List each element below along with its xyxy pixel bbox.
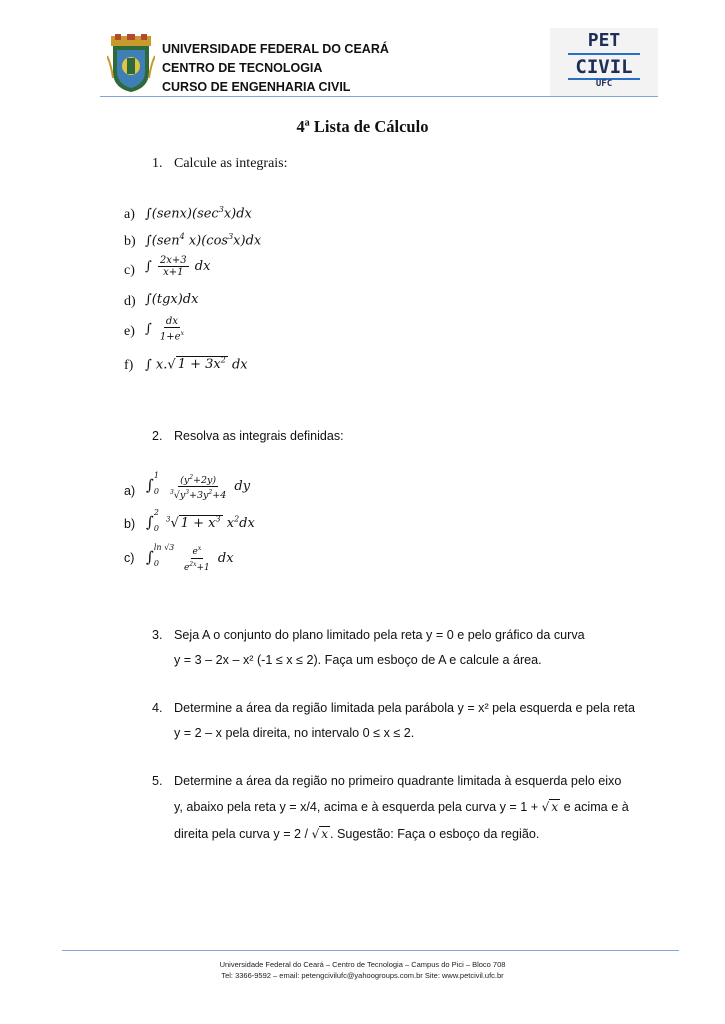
q2-label-c: c) (124, 551, 135, 565)
q3-line1: Seja A o conjunto do plano limitado pela reta y = 0 e pelo gráfico da curva (174, 628, 585, 642)
q1-label-f: f) (124, 358, 134, 373)
q1-text: Calcule as integrais: (174, 156, 288, 171)
header-divider (100, 96, 658, 97)
q1-label-e: e) (124, 324, 135, 339)
q5-number: 5. (152, 774, 163, 788)
q2-label-b: b) (124, 517, 136, 531)
q2-integral-c: ∫ ln √3 0 $\frac{e^x}{e^{2x}+1}$ dx (146, 542, 234, 573)
q3-line2: y = 3 – 2x – x² (-1 ≤ x ≤ 2). Faça um esboço de A e calcule a área. (174, 653, 542, 667)
q1-label-c: c) (124, 263, 135, 278)
q5-line2 (174, 800, 629, 814)
q5-line3-a: direita pela curva y = 2 / (174, 827, 309, 841)
header-center: CENTRO DE TECNOLOGIA (162, 61, 323, 75)
q5-line2-b: e acima e à (563, 800, 629, 814)
footer-contact: Tel: 3366-9592 – email: petengcivilufc@yahoogroups.com.br Site: www.petcivil.ufc.br (221, 971, 504, 980)
q2-label-a: a) (124, 484, 136, 498)
q1-integral-d: ∫(tgx)dx (145, 292, 199, 307)
q1-integral-f: ∫ x.√ $1 + 3x^2$ dx (145, 356, 248, 373)
q4-line2: y = 2 – x pela direita, no intervalo 0 ≤ x ≤ 2. (174, 726, 415, 740)
sqrt-x-1: √ x (541, 800, 559, 814)
q5-line2-a: y, abaixo pela reta y = x/4, acima e à esquerda pela curva y = 1 + (174, 800, 539, 814)
ufc-logo-text: UFC (595, 79, 613, 89)
q1-label-d: d) (124, 294, 136, 309)
q5-line3-b: . Sugestão: Faça o esboço da região. (330, 827, 540, 841)
q3-number: 3. (152, 628, 163, 642)
q4-number: 4. (152, 701, 163, 715)
q1-integral-c: ∫ $\frac{2x+3}{x+1}$ dx (145, 255, 211, 278)
header-course: CURSO DE ENGENHARIA CIVIL (162, 80, 351, 94)
pet-civil-logo (550, 28, 658, 96)
sqrt-x-2: √ x (311, 827, 328, 841)
q4-line1: Determine a área da região limitada pela parábola y = x² pela esquerda e pela reta (174, 701, 636, 715)
page-title: 4ª Lista de Cálculo (296, 117, 429, 136)
q1-label-b: b) (124, 234, 136, 249)
q1-number: 1. (152, 156, 163, 171)
civil-logo-text: CIVIL (575, 56, 633, 78)
q2-integral-b: ∫ 2 0 $^3$√ $1 + x^3$ $x^2dx$ (146, 507, 255, 533)
footer-divider (62, 950, 679, 951)
pet-logo-text: PET (587, 30, 621, 51)
q2-integral-a: ∫ 1 0 $\frac{(y^2+2y)}{^3√y^3+3y^2+4}$ dy (146, 470, 251, 502)
header-university: UNIVERSIDADE FEDERAL DO CEARÁ (162, 42, 389, 56)
q2-number: 2. (152, 429, 163, 443)
q1-integral-a: $\int(senx)(\sec^3x)dx$ (145, 205, 252, 222)
q1-label-a: a) (124, 207, 135, 222)
q1-integral-e: ∫ $\frac{dx}{1+e^x}$ (145, 316, 184, 343)
q5-line1: Determine a área da região no primeiro quadrante limitada à esquerda pelo eixo (174, 774, 622, 788)
footer-address: Universidade Federal do Ceará – Centro de Tecnologia – Campus do Pici – Bloco 708 (219, 960, 506, 969)
q1-integral-b: ∫(sen$^4$ $x)(\cos^3x)dx$ (145, 232, 262, 249)
q2-text: Resolva as integrais definidas: (174, 429, 344, 443)
q5-line3 (174, 827, 539, 841)
university-crest (107, 34, 155, 94)
